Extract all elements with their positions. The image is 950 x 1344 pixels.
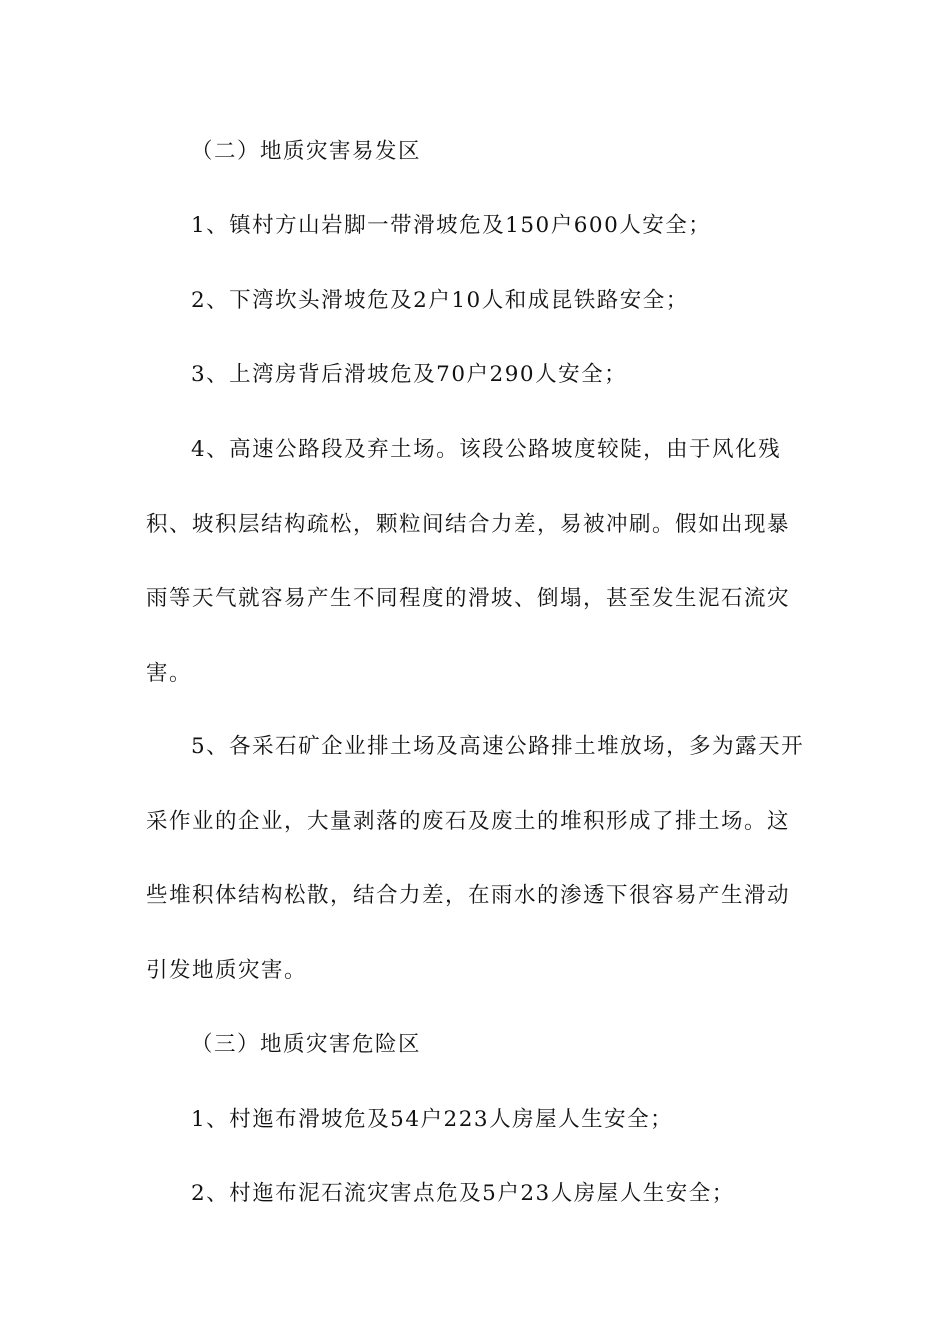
paragraph-item-7: 2、村迤布泥石流灾害点危及5户23人房屋人生安全； xyxy=(191,1181,735,1206)
paragraph-item-2: 2、下湾坎头滑坡危及2户10人和成昆铁路安全； xyxy=(191,288,689,313)
paragraph-item-6: 1、村迤布滑坡危及54户223人房屋人生安全； xyxy=(191,1107,674,1132)
paragraph-item-5: 5、各采石矿企业排土场及高速公路排土堆放场，多为露天开采作业的企业，大量剥落的废石及废土的堆积形成了排土场。这些堆积体结构松散，结合力差，在雨水的渗透下很容易产生滑动引发地质灾害。 xyxy=(146,734,805,983)
paragraph-item-3: 3、上湾房背后滑坡危及70户290人安全； xyxy=(191,362,628,387)
section-heading-3: （三）地质灾害危险区 xyxy=(191,1032,422,1057)
paragraph-item-4: 4、高速公路段及弃土场。该段公路坡度较陡，由于风化残积、坡积层结构疏松，颗粒间结合力差，易被冲刷。假如出现暴雨等天气就容易产生不同程度的滑坡、倒塌，甚至发生泥石流灾害。 xyxy=(146,437,791,686)
paragraph-item-1: 1、镇村方山岩脚一带滑坡危及150户600人安全； xyxy=(191,213,712,238)
section-heading-2: （二）地质灾害易发区 xyxy=(191,139,422,164)
